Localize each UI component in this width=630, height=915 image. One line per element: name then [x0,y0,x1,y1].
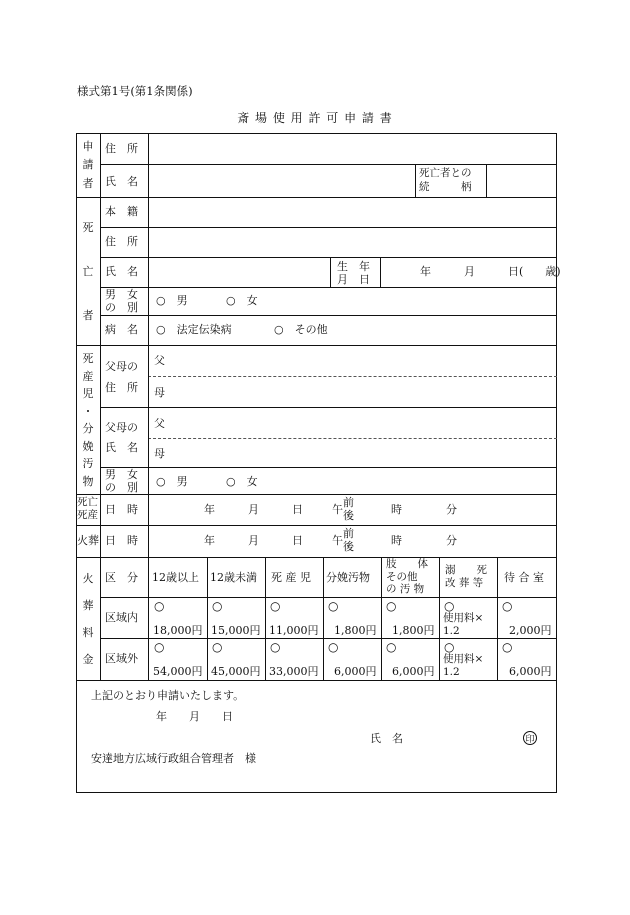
fee-inside-drowned-value: 使用料× [443,612,484,624]
death-pm-option[interactable]: 後 [343,509,354,522]
fee-col-stillborn: 死 産 児 [271,571,311,584]
fee-outside-under12-check[interactable]: ○ [212,640,223,654]
stillbirth-group-label: 死 産 児 ・ 分 娩 汚 物 [82,352,94,488]
fee-outside-afterbirth-check[interactable]: ○ [328,640,339,654]
applicant-name-label: 氏 名 [105,175,138,188]
cremation-pm-option[interactable]: 後 [343,540,354,553]
parents-address-label: 父母の [105,360,138,373]
fee-outside-drowned-check[interactable]: ○ [444,640,455,654]
fee-outside-drowned-value: 使用料× [443,653,484,665]
fee-inside-limb-value: 1,800円 [392,624,435,637]
fee-col-drowned-2: 改 葬 等 [445,577,484,589]
seal-icon: 印 [523,731,537,745]
relation-label-2: 続 柄 [419,181,472,193]
deceased-name-label: 氏 名 [105,265,138,278]
fee-outside-waiting-value: 6,000円 [509,665,552,678]
applicant-name-field[interactable] [149,165,414,197]
fee-row-inside-label: 区域内 [105,611,138,624]
fee-col-drowned: 溺 死 [445,564,487,576]
fee-outside-over12-check[interactable]: ○ [154,640,165,654]
fee-col-limb-3: の 汚 物 [386,583,425,595]
page-title: 斎 場 使 用 許 可 申 請 書 [237,111,393,125]
fee-col-waiting-room: 待 合 室 [504,571,544,584]
parents-address-label-2: 住 所 [105,381,138,394]
addressee: 安達地方広域行政組合管理者 様 [91,752,256,765]
fee-col-over12: 12歳以上 [152,571,199,584]
fee-outside-limb-value: 6,000円 [392,665,435,678]
fee-outside-under12-value: 45,000円 [211,665,261,678]
cremation-datetime-group-label: 火葬 [77,534,99,547]
fee-col-under12: 12歳未満 [210,571,257,584]
fee-outside-drowned-multiplier: 1.2 [443,666,460,678]
relation-field[interactable] [487,165,556,197]
footer-date-field[interactable]: 年 月 日 [156,710,233,723]
footer-statement: 上記のとおり申請いたします。 [91,689,245,702]
parents-name-father[interactable]: 父 [154,417,165,430]
footer-name-field[interactable] [405,728,520,746]
disease-legal-radio[interactable]: ○ 法定伝染病 [156,323,232,336]
deceased-sex-female-radio[interactable]: ○ 女 [226,294,258,307]
death-datetime-group-label: 死亡 [77,496,98,508]
death-datetime-label: 日 時 [105,503,138,516]
deceased-address-field[interactable] [149,228,556,257]
parents-address-mother[interactable]: 母 [154,386,165,399]
death-date-field[interactable]: 年 月 日 [204,503,303,516]
fee-outside-afterbirth-value: 6,000円 [334,665,377,678]
applicant-group-label: 申 請 者 [82,139,94,191]
deceased-sex-label: 男 女 [105,288,138,301]
cremation-date-field[interactable]: 年 月 日 [204,534,303,547]
stillbirth-sex-female-radio[interactable]: ○ 女 [226,475,258,488]
fee-inside-over12-check[interactable]: ○ [154,599,165,613]
fee-inside-over12-value: 18,000円 [153,624,203,637]
disease-label: 病 名 [105,323,138,336]
parents-address-father[interactable]: 父 [154,354,165,367]
cremation-am-option[interactable]: 前 [343,527,354,540]
stillbirth-sex-label-2: の 別 [105,481,138,494]
honseki-field[interactable] [149,198,556,227]
fee-inside-limb-check[interactable]: ○ [386,599,397,613]
fee-inside-under12-check[interactable]: ○ [212,599,223,613]
death-time-field[interactable]: 時 分 [391,503,457,516]
fee-outside-stillborn-check[interactable]: ○ [270,640,281,654]
applicant-address-label: 住 所 [105,142,138,155]
fee-row-outside-label: 区域外 [105,652,138,665]
death-ampm-label: 午 [332,503,343,516]
cremation-ampm-label: 午 [332,534,343,547]
deceased-name-field[interactable] [149,258,330,287]
parents-name-label-2: 氏 名 [105,441,138,454]
honseki-label: 本 籍 [105,205,138,218]
applicant-address-field[interactable] [149,134,556,164]
fee-col-afterbirth: 分娩汚物 [326,571,370,584]
fee-col-limb-2: その他 [386,571,418,583]
parents-name-mother[interactable]: 母 [154,447,165,460]
fee-inside-under12-value: 15,000円 [211,624,261,637]
fee-inside-waiting-value: 2,000円 [509,624,552,637]
fees-group-label: 火 葬 料 金 [82,572,94,666]
fee-col-limb: 肢 体 [386,558,428,570]
stillbirth-sex-label: 男 女 [105,468,138,481]
fee-inside-waiting-check[interactable]: ○ [502,599,513,613]
fee-inside-stillborn-value: 11,000円 [269,624,319,637]
parents-name-label: 父母の [105,421,138,434]
birth-date-field[interactable]: 年 月 日( 歳) [420,265,561,278]
deceased-sex-label-2: の 別 [105,301,138,314]
deceased-address-label: 住 所 [105,235,138,248]
deceased-sex-male-radio[interactable]: ○ 男 [156,294,188,307]
fee-category-label: 区 分 [105,571,138,584]
fee-inside-afterbirth-value: 1,800円 [334,624,377,637]
stillbirth-sex-male-radio[interactable]: ○ 男 [156,475,188,488]
fee-outside-stillborn-value: 33,000円 [269,665,319,678]
fee-outside-waiting-check[interactable]: ○ [502,640,513,654]
death-am-option[interactable]: 前 [343,496,354,509]
fee-inside-afterbirth-check[interactable]: ○ [328,599,339,613]
footer-name-label: 氏 名 [370,732,403,745]
birth-label: 生 年 [337,260,370,273]
fee-inside-drowned-check[interactable]: ○ [444,599,455,613]
birth-label-2: 月 日 [337,273,370,286]
relation-label: 死亡者との [419,167,472,179]
form-number: 様式第1号(第1条関係) [77,84,193,98]
fee-outside-limb-check[interactable]: ○ [386,640,397,654]
fee-inside-stillborn-check[interactable]: ○ [270,599,281,613]
fee-inside-drowned-multiplier: 1.2 [443,625,460,637]
deceased-group-label: 死 亡 者 [82,220,94,322]
death-datetime-group-label-2: 死産 [77,509,98,521]
fee-outside-over12-value: 54,000円 [153,665,203,678]
disease-other-radio[interactable]: ○ その他 [274,323,328,336]
cremation-datetime-label: 日 時 [105,534,138,547]
cremation-time-field[interactable]: 時 分 [391,534,457,547]
